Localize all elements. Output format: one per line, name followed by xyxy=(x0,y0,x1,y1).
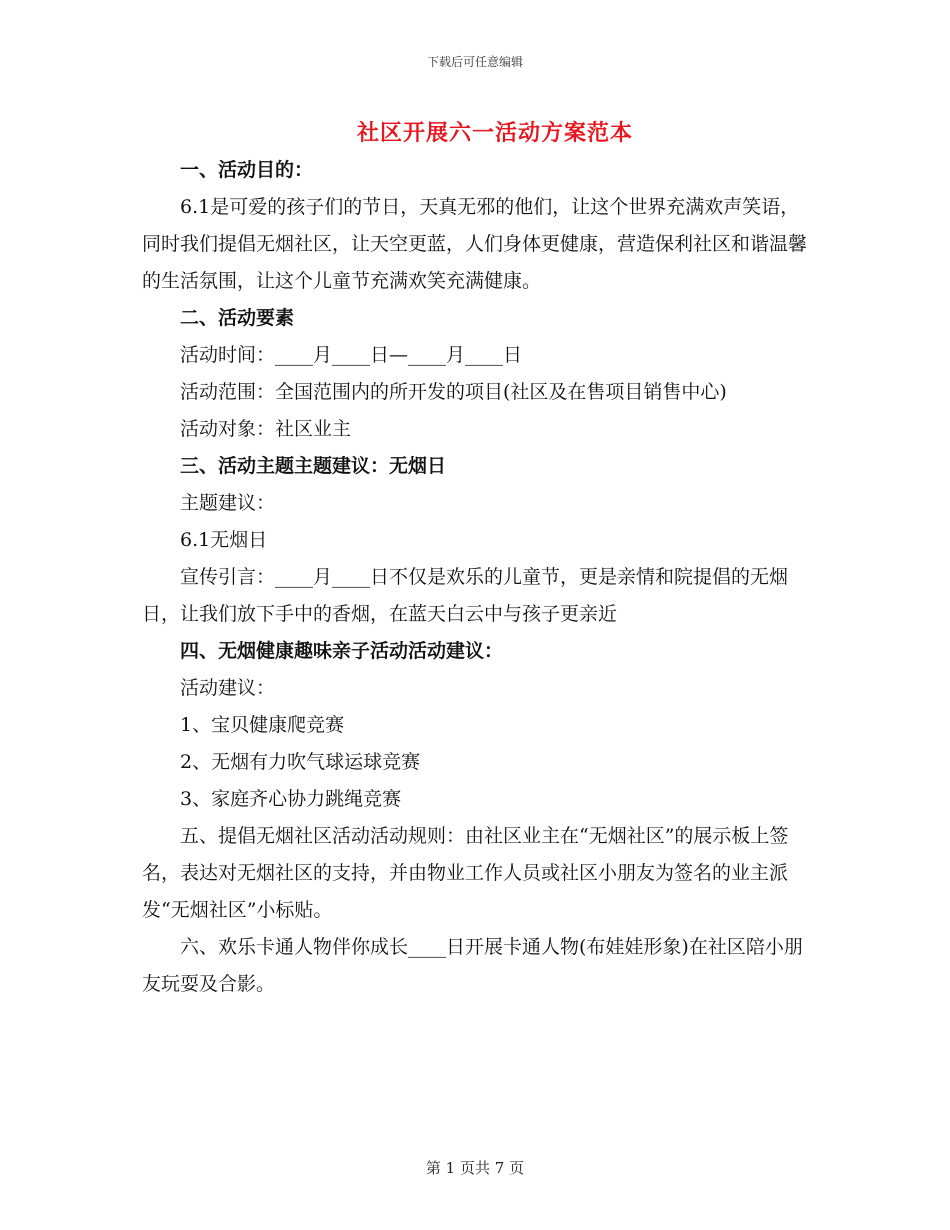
activity-scope: 活动范围：全国范围内的所开发的项目(社区及在售项目销售中心) xyxy=(180,381,727,403)
activity-target: 活动对象：社区业主 xyxy=(180,418,352,440)
section-6-text: 六、欢乐卡通人物伴你成长____日开展卡通人物(布娃娃形象)在社区陪小朋友玩耍及合影。 xyxy=(142,936,803,995)
activity-item: 2、无烟有力吹气球运球竞赛 xyxy=(180,751,421,773)
section-3-heading: 三、活动主题主题建议：无烟日 xyxy=(180,455,447,477)
section-1-heading: 一、活动目的： xyxy=(180,159,314,181)
page-footer: 第 1 页共 7 页 xyxy=(425,1159,525,1177)
document-title: 社区开展六一活动方案范本 xyxy=(356,120,633,146)
activity-time: 活动时间：____月____日—____月____日 xyxy=(180,344,523,366)
activity-item: 3、家庭齐心协力跳绳竞赛 xyxy=(180,788,402,810)
header-note: 下载后可任意编辑 xyxy=(426,55,523,69)
theme-name: 6.1无烟日 xyxy=(180,529,268,551)
activity-item: 1、宝贝健康爬竞赛 xyxy=(180,714,345,736)
document-body xyxy=(142,152,812,1003)
section-5-text: 五、提倡无烟社区活动活动规则：由社区业主在“无烟社区”的展示板上签名，表达对无烟社区的支持，并由物业工作人员或社区小朋友为签名的业主派发“无烟社区”小标贴。 xyxy=(142,825,789,921)
section-4-heading: 四、无烟健康趣味亲子活动活动建议： xyxy=(180,640,504,662)
slogan: 宣传引言：____月____日不仅是欢乐的儿童节，更是亲情和院提倡的无烟日，让我们放下手中的香烟，在蓝天白云中与孩子更亲近 xyxy=(142,566,789,625)
section-1-body: 6.1是可爱的孩子们的节日，天真无邪的他们，让这个世界充满欢声笑语，同时我们提倡无烟社区，让天空更蓝，人们身体更健康，营造保利社区和谐温馨的生活氛围，让这个儿童节充满欢笑充满健康。 xyxy=(142,196,808,292)
theme-suggest-label: 主题建议： xyxy=(180,492,276,514)
section-2-heading: 二、活动要素 xyxy=(180,307,295,329)
activity-suggest-label: 活动建议： xyxy=(180,677,276,699)
